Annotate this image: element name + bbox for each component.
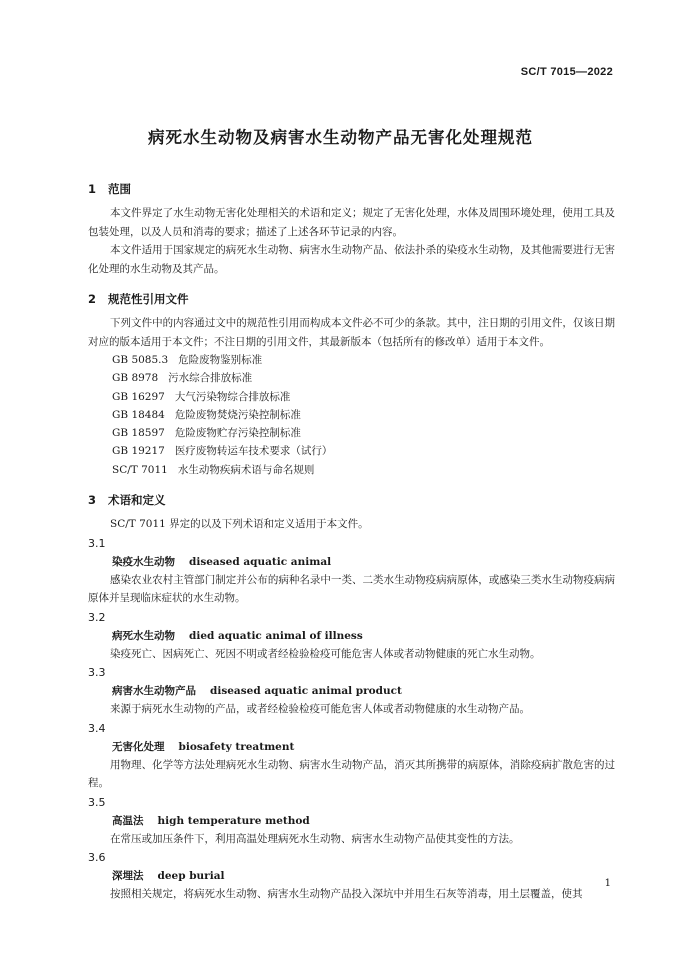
section-number: 3 bbox=[88, 493, 97, 508]
section-number: 1 bbox=[88, 182, 97, 196]
document-title: 病死水生动物及病害水生动物产品无害化处理规范 bbox=[148, 128, 533, 147]
reference-name: 医疗废物转运车技术要求（试行） bbox=[174, 445, 333, 458]
reference-name: 危险废物鉴别标准 bbox=[178, 354, 263, 366]
term-name bbox=[88, 553, 615, 571]
reference-name: 危险废物焚烧污染控制标准 bbox=[174, 408, 301, 421]
reference-code: GB 5085.3 bbox=[112, 354, 169, 366]
paragraph: 下列文件中的内容通过文中的规范性引用而构成本文件必不可少的条款。其中，注日期的引用文件，仅该日期对应的版本适用于本文件；不注日期的引用文件，其最新版本（包括所有的修改单）适用于本文件。 bbox=[88, 317, 615, 348]
term-definition: 按照相关规定，将病死水生动物、病害水生动物产品投入深坑中并用生石灰等消毒，用土层覆盖，使其 bbox=[110, 888, 583, 901]
section-title: 术语和定义 bbox=[108, 493, 166, 508]
section-title: 规范性引用文件 bbox=[108, 292, 189, 306]
section-heading-scope bbox=[88, 180, 615, 198]
term-name bbox=[88, 682, 615, 700]
reference-item bbox=[88, 442, 615, 460]
document-body bbox=[88, 176, 615, 904]
term-name-en: biosafety treatment bbox=[178, 740, 295, 753]
term-name-en: diseased aquatic animal bbox=[189, 555, 332, 568]
section-title: 范围 bbox=[108, 182, 131, 196]
reference-code: GB 19217 bbox=[112, 445, 165, 458]
reference-code: GB 18597 bbox=[112, 427, 165, 440]
term-number: 3.4 bbox=[88, 721, 106, 735]
term-number: 3.3 bbox=[88, 666, 106, 680]
reference-name: 污水综合排放标准 bbox=[168, 372, 253, 385]
paragraph: 本文件适用于国家规定的病死水生动物、病害水生动物产品、依法扑杀的染疫水生动物，及其他需要进行无害化处理的水生动物及其产品。 bbox=[88, 244, 615, 275]
reference-item bbox=[88, 406, 615, 424]
reference-item bbox=[88, 351, 615, 369]
reference-name: 水生动物疾病术语与命名规则 bbox=[177, 463, 315, 476]
reference-item bbox=[88, 461, 615, 479]
term-name bbox=[88, 738, 615, 756]
term-definition: 染疫死亡、因病死亡、死因不明或者经检验检疫可能危害人体或者动物健康的死亡水生动物。 bbox=[110, 647, 541, 660]
term-name-zh: 病害水生动物产品 bbox=[112, 685, 196, 698]
term-name-zh: 无害化处理 bbox=[112, 740, 165, 753]
reference-item bbox=[88, 388, 615, 406]
term-definition: 在常压或加压条件下，利用高温处理病死水生动物、病害水生动物产品使其变性的方法。 bbox=[110, 832, 520, 845]
reference-code: GB 18484 bbox=[112, 408, 165, 421]
term-name-zh: 病死水生动物 bbox=[112, 629, 175, 642]
reference-item bbox=[88, 424, 615, 442]
term-name-en: deep burial bbox=[157, 870, 225, 883]
term-number: 3.6 bbox=[88, 851, 106, 865]
term-number: 3.5 bbox=[88, 795, 106, 809]
term-definition: 来源于病死水生动物的产品，或者经检验检疫可能危害人体或者动物健康的水生动物产品。 bbox=[110, 703, 530, 716]
term-name bbox=[88, 812, 615, 830]
term-name-en: died aquatic animal of illness bbox=[189, 629, 363, 642]
paragraph: SC/T 7011 界定的以及下列术语和定义适用于本文件。 bbox=[110, 518, 369, 531]
standard-code: SC/T 7015—2022 bbox=[520, 66, 613, 78]
term-name-en: diseased aquatic animal product bbox=[210, 685, 402, 698]
section-heading-terms-definitions bbox=[88, 491, 615, 509]
term-name-zh: 高温法 bbox=[112, 814, 144, 827]
term-name-en: high temperature method bbox=[157, 814, 310, 827]
reference-code: GB 8978 bbox=[112, 372, 159, 385]
reference-code: GB 16297 bbox=[112, 390, 165, 403]
reference-item bbox=[88, 369, 615, 387]
term-definition: 感染农业农村主管部门制定并公布的病种名录中一类、二类水生动物疫病病原体，或感染三类水生动物疫病病原体并呈现临床症状的水生动物。 bbox=[88, 573, 615, 605]
term-name-zh: 染疫水生动物 bbox=[112, 555, 175, 568]
reference-name: 危险废物贮存污染控制标准 bbox=[174, 427, 301, 440]
section-number: 2 bbox=[88, 292, 97, 306]
paragraph: 本文件界定了水生动物无害化处理相关的术语和定义；规定了无害化处理，水体及周围环境处理，使用工具及包装处理，以及人员和消毒的要求；描述了上述各环节记录的内容。 bbox=[88, 207, 615, 238]
reference-name: 大气污染物综合排放标准 bbox=[174, 390, 291, 403]
reference-code: SC/T 7011 bbox=[112, 463, 168, 476]
page-number: 1 bbox=[604, 878, 611, 889]
term-definition: 用物理、化学等方法处理病死水生动物、病害水生动物产品，消灭其所携带的病原体，消除疫病扩散危害的过程。 bbox=[88, 758, 615, 790]
section-heading-normative-references bbox=[88, 290, 615, 308]
term-name bbox=[88, 627, 615, 645]
term-name-zh: 深埋法 bbox=[112, 870, 144, 883]
term-number: 3.2 bbox=[88, 610, 106, 624]
term-name bbox=[88, 867, 615, 885]
term-number: 3.1 bbox=[88, 536, 106, 550]
